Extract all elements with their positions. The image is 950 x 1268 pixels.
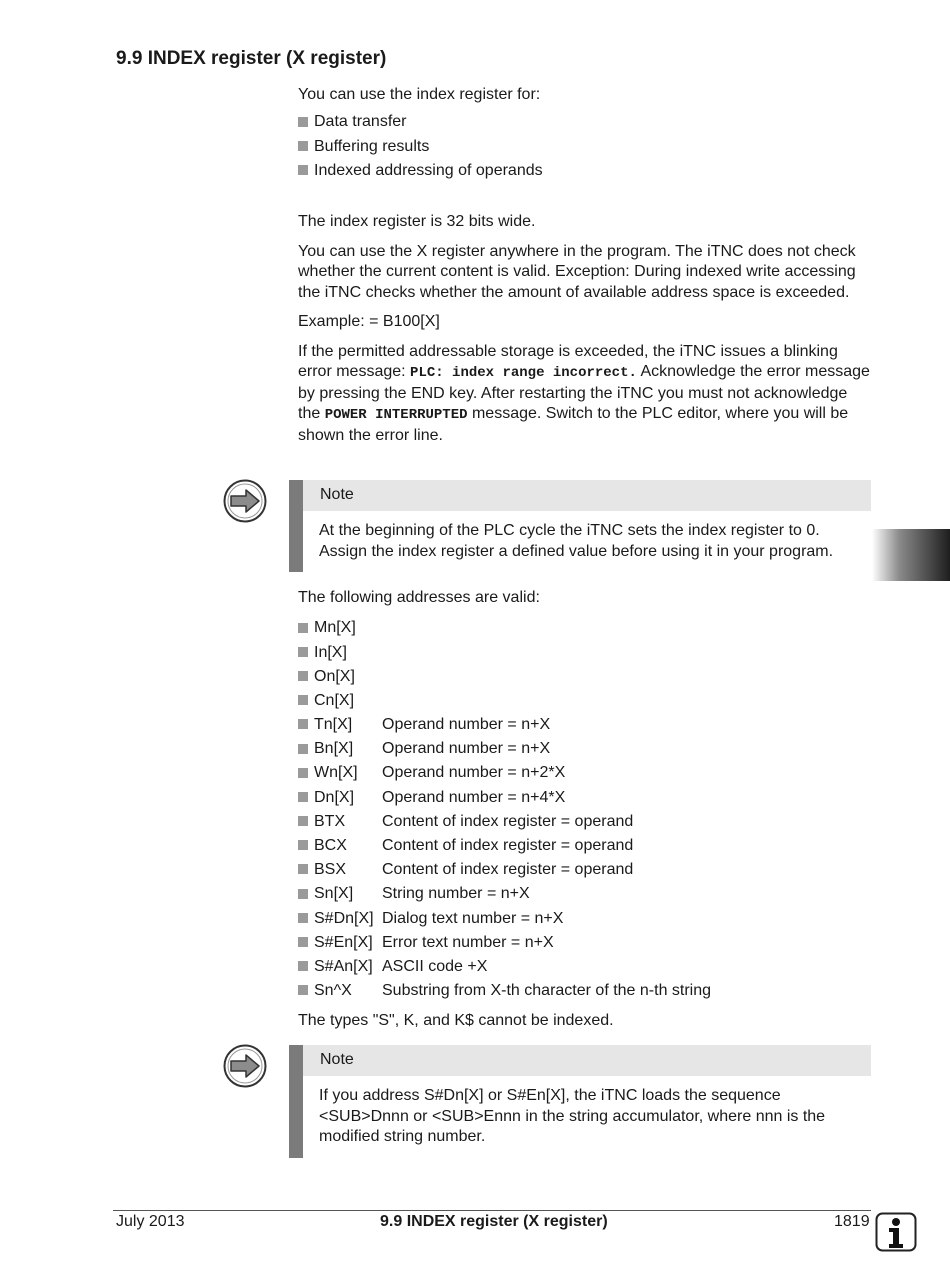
bullet-square-icon xyxy=(298,913,308,923)
bullet-square-icon xyxy=(298,744,308,754)
example-text: Example: = B100[X] xyxy=(298,313,440,330)
page-title: 9.9 INDEX register (X register) xyxy=(116,48,387,69)
bullet-square-icon xyxy=(298,889,308,899)
bullet-square-icon xyxy=(298,816,308,826)
list-item: BTX Content of index register = operand xyxy=(298,810,872,834)
arrow-right-icon xyxy=(223,479,267,523)
info-icon xyxy=(875,1212,917,1252)
bullet-square-icon xyxy=(298,141,308,151)
list-item: Indexed addressing of operands xyxy=(298,159,872,183)
error-paragraph: If the permitted addressable storage is exceeded, the iTNC issues a blinking error message: PLC: index range incorrect. Acknowledge the error message by pressing the END key. After restarting the iTNC you must not acknowledge the POWER INTERRUPTED message. Switch to the PLC editor, where you will be shown the error line. xyxy=(298,342,870,444)
message-code: POWER INTERRUPTED xyxy=(324,407,468,423)
list-item: Sn^X Substring from X-th character of the n-th string xyxy=(298,979,872,1003)
bullet-square-icon xyxy=(298,647,308,657)
list-item: S#Dn[X] Dialog text number = n+X xyxy=(298,907,872,931)
body-section xyxy=(298,212,872,446)
arrow-right-icon xyxy=(223,1044,267,1088)
list-item: Sn[X] String number = n+X xyxy=(298,883,872,907)
footer-date: July 2013 xyxy=(116,1213,185,1230)
intro-section xyxy=(298,85,872,183)
bullet-square-icon xyxy=(298,719,308,729)
note-title: Note xyxy=(303,1045,871,1076)
bullet-square-icon xyxy=(298,623,308,633)
list-item: Wn[X] Operand number = n+2*X xyxy=(298,762,872,786)
bullet-square-icon xyxy=(298,985,308,995)
list-item: Buffering results xyxy=(298,135,872,159)
bullet-square-icon xyxy=(298,864,308,874)
bullet-square-icon xyxy=(298,792,308,802)
chapter-tab xyxy=(872,529,950,581)
usage-text: You can use the X register anywhere in the program. The iTNC does not check whether the current content is valid. Exception: During indexed write accessing the iTNC checks whether the amount of available address space is exceeded. xyxy=(298,242,856,301)
note-box xyxy=(289,1045,871,1158)
footer-section-title: 9.9 INDEX register (X register) xyxy=(380,1213,608,1230)
bullet-square-icon xyxy=(298,768,308,778)
note-title: Note xyxy=(303,480,871,511)
list-item: Tn[X] Operand number = n+X xyxy=(298,713,872,737)
intro-text: You can use the index register for: xyxy=(298,86,541,103)
note-box xyxy=(289,480,871,572)
footer-divider xyxy=(113,1210,871,1211)
bullet-square-icon xyxy=(298,937,308,947)
note-body: If you address S#Dn[X] or S#En[X], the iTNC loads the sequence <SUB>Dnnn or <SUB>Ennn in the string accumulator, where nnn is the modified string number. xyxy=(319,1087,826,1145)
bullet-square-icon xyxy=(298,671,308,681)
types-text: The types "S", K, and K$ cannot be indexed. xyxy=(298,1011,614,1029)
uses-list xyxy=(298,111,872,184)
addresses-list xyxy=(298,617,872,1004)
list-item: Cn[X] xyxy=(298,689,872,713)
addresses-section xyxy=(298,588,872,1031)
bullet-square-icon xyxy=(298,117,308,127)
list-item: S#En[X] Error text number = n+X xyxy=(298,931,872,955)
bullet-square-icon xyxy=(298,165,308,175)
list-item: Data transfer xyxy=(298,111,872,135)
valid-intro: The following addresses are valid: xyxy=(298,589,540,606)
list-item: On[X] xyxy=(298,665,872,689)
list-item: BCX Content of index register = operand xyxy=(298,834,872,858)
list-item: Dn[X] Operand number = n+4*X xyxy=(298,786,872,810)
list-item: BSX Content of index register = operand xyxy=(298,858,872,882)
bullet-square-icon xyxy=(298,695,308,705)
width-text: The index register is 32 bits wide. xyxy=(298,213,536,230)
list-item: S#An[X] ASCII code +X xyxy=(298,955,872,979)
page-number: 1819 xyxy=(834,1213,870,1230)
note-body: At the beginning of the PLC cycle the iTNC sets the index register to 0. Assign the index register a defined value before using it in your program. xyxy=(319,522,834,560)
list-item: Mn[X] xyxy=(298,617,872,641)
list-item: Bn[X] Operand number = n+X xyxy=(298,737,872,761)
bullet-square-icon xyxy=(298,840,308,850)
list-item: In[X] xyxy=(298,641,872,665)
error-code: PLC: index range incorrect. xyxy=(410,365,637,381)
bullet-square-icon xyxy=(298,961,308,971)
